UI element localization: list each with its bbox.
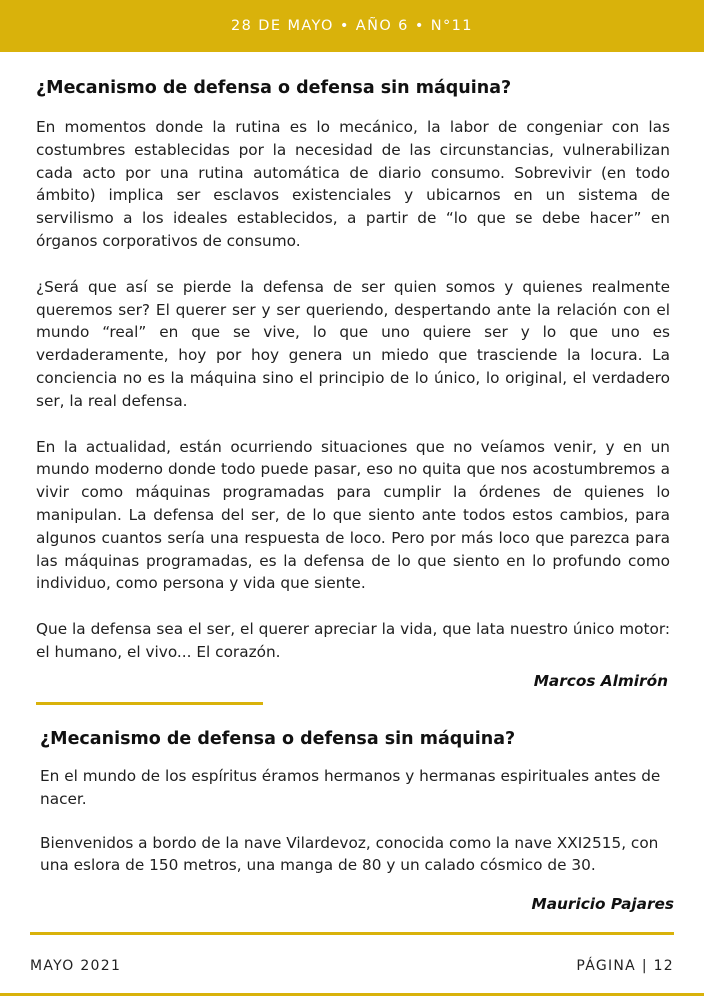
article-1-paragraph-1: En momentos donde la rutina es lo mecánico, la labor de congeniar con las costumbres establecidas por la necesidad de las circunstancias, vulnerabilizan cada acto por una rutina automática de diario consumo. Sobrevivir (en todo ámbito) implica ser esclavos existenciales y ubicarnos en un sistema de servilismo a los ideales establecidos, a partir de “lo que se debe hacer” en órganos corporativos de consumo.: [36, 118, 670, 250]
article-1-author: Marcos Almirón: [533, 672, 668, 690]
section-divider: [36, 702, 263, 705]
article-1-title: ¿Mecanismo de defensa o defensa sin máquina?: [36, 78, 512, 98]
article-2-author: Mauricio Pajares: [531, 895, 674, 913]
article-1: [36, 76, 670, 687]
article-1-paragraph-3: En la actualidad, están ocurriendo situaciones que no veíamos venir, y en un mundo moderno donde todo puede pasar, eso no quita que nos acostumbremos a vivir como máquinas programadas para cumplir la órdenes de quienes lo manipulan. La defensa del ser, de lo que siento ante todos estos cambios, para algunos cuantos sería una respuesta de loco. Pero por más loco que parezca para las máquinas programadas, es la defensa de lo que siento en lo profundo como individuo, como persona y vida que siente.: [36, 437, 670, 593]
footer-date: MAYO 2021: [30, 958, 122, 974]
footer-divider: [30, 932, 674, 935]
issue-line: 28 DE MAYO • AÑO 6 • N°11: [231, 18, 473, 34]
article-1-paragraph-2: ¿Será que así se pierde la defensa de ser quien somos y quienes realmente queremos ser? El querer ser y ser queriendo, despertando ante la relación con el mundo “real” en que se vive, lo que uno quiere ser y lo que uno es verdaderamente, hoy por hoy genera un miedo que trasciende la locura. La conciencia no es la máquina sino el principio de lo único, lo original, el verdadero ser, la real defensa.: [36, 277, 670, 410]
footer-page-number: PÁGINA | 12: [576, 958, 674, 974]
article-2-paragraph-1: En el mundo de los espíritus éramos hermanos y hermanas espirituales antes de nacer.: [40, 767, 661, 808]
article-2-paragraph-2: Bienvenidos a bordo de la nave Vilardevoz, conocida como la nave XXI2515, con una eslora de 150 metros, una manga de 80 y un calado cósmico de 30.: [40, 833, 659, 875]
article-1-paragraph-4: Que la defensa sea el ser, el querer apreciar la vida, que lata nuestro único motor: el humano, el vivo... El corazón.: [36, 620, 670, 661]
article-2-title: ¿Mecanismo de defensa o defensa sin máquina?: [40, 729, 516, 749]
article-2: [40, 727, 674, 898]
header-bar: [0, 0, 704, 52]
